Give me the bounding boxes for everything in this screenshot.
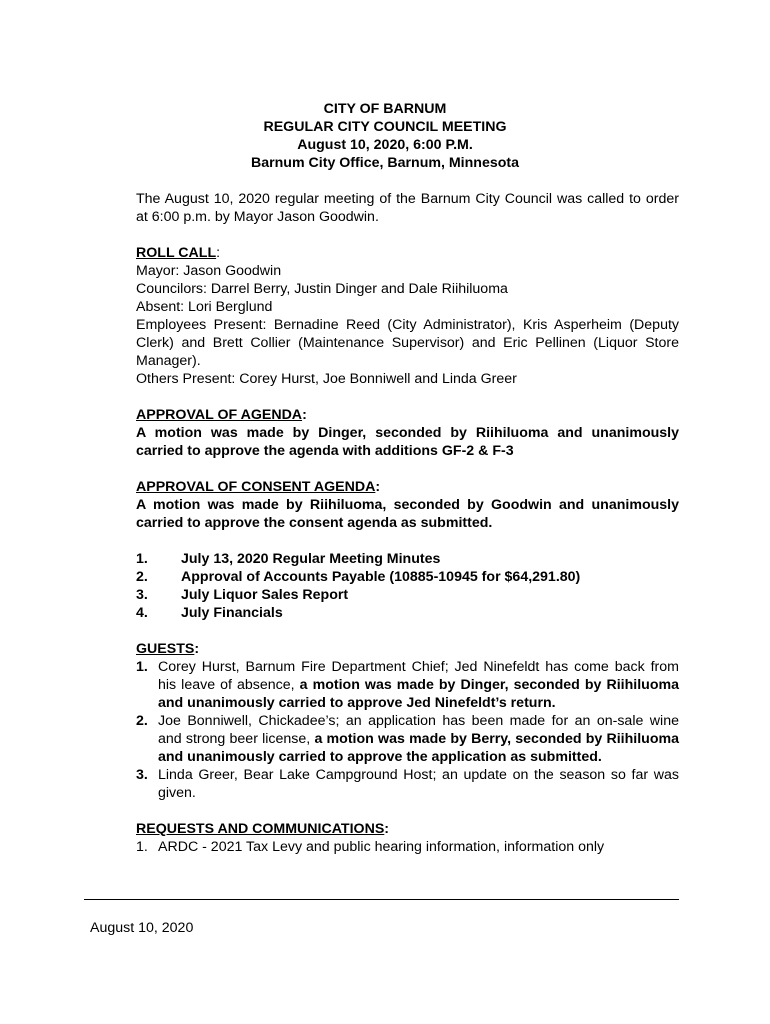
list-item-number: 3.	[136, 767, 148, 783]
list-item	[136, 604, 679, 622]
guest-description: Corey Hurst, Barnum Fire Department Chief; Jed Ninefeldt has come back from his leave of absence,	[158, 659, 679, 693]
roll-call-section	[136, 244, 679, 388]
requests-section	[136, 820, 679, 856]
document-header	[0, 100, 770, 172]
list-item	[136, 586, 679, 604]
list-item-text: July Liquor Sales Report	[181, 587, 349, 603]
roll-call-absent: Absent: Lori Berglund	[136, 299, 273, 315]
list-item-text: ARDC - 2021 Tax Levy and public hearing information, information only	[158, 839, 605, 855]
list-item-number: 2.	[136, 713, 148, 729]
consent-agenda-heading-row: APPROVAL OF CONSENT AGENDA:	[136, 479, 381, 495]
header-meeting-type: REGULAR CITY COUNCIL MEETING	[263, 119, 507, 135]
roll-call-others: Others Present: Corey Hurst, Joe Bonniwell and Linda Greer	[136, 371, 517, 387]
roll-call-heading-row: ROLL CALL:	[136, 245, 221, 261]
consent-agenda-section	[136, 478, 679, 622]
roll-call-heading: ROLL CALL	[136, 245, 217, 261]
header-date-time: August 10, 2020, 6:00 P.M.	[297, 137, 473, 153]
consent-agenda-heading: APPROVAL OF CONSENT AGENDA	[136, 479, 376, 495]
roll-call-mayor: Mayor: Jason Goodwin	[136, 263, 282, 279]
list-item	[136, 838, 679, 856]
list-item-text: Approval of Accounts Payable (10885-10945 for $64,291.80)	[181, 569, 581, 585]
list-item-number: 1.	[136, 551, 148, 567]
header-location: Barnum City Office, Barnum, Minnesota	[250, 155, 520, 171]
guest-motion: a motion was made by Dinger, seconded by Riihiluoma and unanimously carried to approve Jed Ninefeldt’s return.	[158, 677, 680, 711]
footer-divider	[84, 899, 679, 900]
list-item-number: 4.	[136, 605, 148, 621]
list-item-number: 1.	[136, 839, 148, 855]
intro-paragraph: The August 10, 2020 regular meeting of the Barnum City Council was called to order at 6:00 p.m. by Mayor Jason Goodwin.	[136, 191, 679, 225]
guests-heading: GUESTS	[136, 641, 195, 657]
list-item-text	[158, 766, 679, 802]
list-item-number: 1.	[136, 659, 148, 675]
list-item-text: July Financials	[181, 605, 283, 621]
list-item	[136, 766, 679, 802]
list-item-number: 2.	[136, 569, 148, 585]
header-city: CITY OF BARNUM	[323, 101, 447, 117]
list-item	[136, 550, 679, 568]
consent-agenda-motion: A motion was made by Riihiluoma, seconded by Goodwin and unanimously carried to approve the consent agenda as submitted.	[136, 497, 679, 531]
list-item-number: 3.	[136, 587, 148, 603]
guests-heading-row: GUESTS:	[136, 641, 200, 657]
list-item-text	[158, 658, 679, 712]
consent-agenda-list	[136, 550, 679, 622]
approval-agenda-heading-row: APPROVAL OF AGENDA:	[136, 407, 307, 423]
requests-heading-row: REQUESTS AND COMMUNICATIONS:	[136, 821, 390, 837]
list-item	[136, 658, 679, 712]
requests-list	[136, 838, 679, 856]
approval-agenda-section	[136, 406, 679, 460]
list-item	[136, 712, 679, 766]
list-item-text: July 13, 2020 Regular Meeting Minutes	[181, 551, 441, 567]
requests-heading: REQUESTS AND COMMUNICATIONS	[136, 821, 385, 837]
list-item-text	[158, 712, 679, 766]
approval-agenda-motion: A motion was made by Dinger, seconded by Riihiluoma and unanimously carried to approve the agenda with additions GF-2 & F-3	[136, 425, 679, 459]
guest-motion: a motion was made by Berry, seconded by Riihiluoma and unanimously carried to approve the application as submitted.	[158, 731, 679, 765]
list-item	[136, 568, 679, 586]
guests-section	[136, 640, 679, 802]
roll-call-councilors: Councilors: Darrel Berry, Justin Dinger and Dale Riihiluoma	[136, 281, 508, 297]
guest-description: Joe Bonniwell, Chickadee’s; an application has been made for an on-sale wine and strong beer license,	[158, 713, 679, 747]
guests-list	[136, 658, 679, 802]
roll-call-employees: Employees Present: Bernadine Reed (City Administrator), Kris Asperheim (Deputy Clerk) and Brett Collier (Maintenance Supervisor) and Eric Pellinen (Liquor Store Manager).	[136, 317, 679, 369]
document-body	[136, 190, 679, 856]
guest-description: Linda Greer, Bear Lake Campground Host; an update on the season so far was given.	[158, 767, 679, 801]
footer-date: August 10, 2020	[90, 920, 194, 936]
approval-agenda-heading: APPROVAL OF AGENDA	[136, 407, 303, 423]
